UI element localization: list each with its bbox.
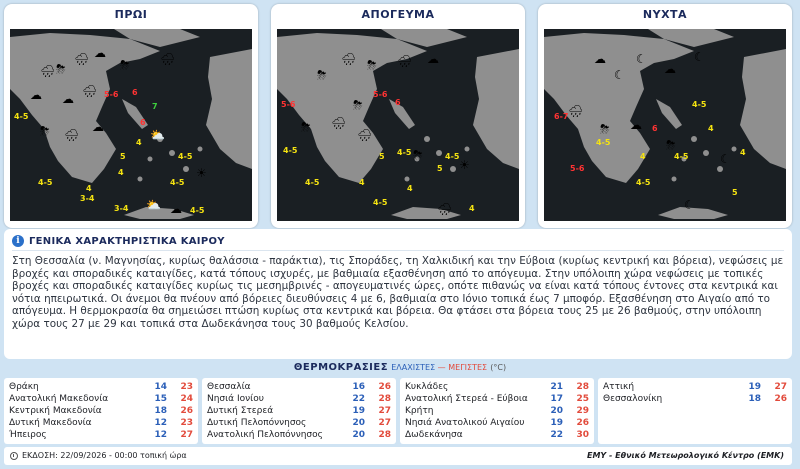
max-temp: 25 [576, 394, 589, 404]
panel-title-afternoon: ΑΠΟΓΕΥΜΑ [361, 8, 435, 21]
min-temp: 17 [550, 394, 563, 404]
table-row [405, 417, 589, 429]
map-label: 4 [469, 204, 475, 213]
legend-min: ΕΛΑΧΙΣΤΕΣ [391, 363, 436, 372]
min-temp: 18 [748, 394, 761, 404]
map-label: 4-5 [14, 112, 29, 121]
region-name: Δωδεκάνησα [405, 430, 463, 440]
temps-column-3 [400, 378, 594, 444]
map-label: 4-5 [692, 100, 707, 109]
map-label: 5 [732, 188, 738, 197]
temps-column-2 [202, 378, 396, 444]
map-label: 3-4 [114, 204, 129, 213]
region-name: Κρήτη [405, 406, 434, 416]
map-label: 3-4 [80, 194, 95, 203]
min-temp: 19 [550, 418, 563, 428]
region-name: Δυτική Πελοπόννησος [207, 418, 307, 428]
region-name: Θεσσαλονίκη [603, 394, 663, 404]
min-temp: 12 [154, 418, 167, 428]
map-label: 5 [437, 164, 443, 173]
region-name: Ανατολική Πελοπόννησος [207, 430, 323, 440]
temperatures-title: ΘΕΡΜΟΚΡΑΣΙΕΣ [293, 362, 389, 373]
region-name: Ανατολική Στερεά - Εύβοια [405, 394, 528, 404]
table-row [9, 405, 193, 417]
max-temp: 29 [576, 406, 589, 416]
map-label: 6 [140, 118, 146, 127]
map-label: 5-6 [570, 164, 585, 173]
region-name: Ήπειρος [9, 430, 47, 440]
region-name: Νησιά Ανατολικού Αιγαίου [405, 418, 525, 428]
min-temp: 18 [154, 406, 167, 416]
map-label: 5-6 [373, 90, 388, 99]
max-temp: 30 [576, 430, 589, 440]
region-name: Κεντρική Μακεδονία [9, 406, 102, 416]
max-temp: 27 [378, 418, 391, 428]
panel-title-morning: ΠΡΩΙ [114, 8, 148, 21]
max-temp: 26 [774, 394, 787, 404]
table-row [9, 429, 193, 441]
temperatures-header [0, 362, 800, 376]
region-name: Θεσσαλία [207, 382, 251, 392]
source-credit: ΕΜΥ - Εθνικό Μετεωρολογικό Κέντρο (ΕΜΚ) [587, 451, 784, 460]
min-temp: 14 [154, 382, 167, 392]
max-temp: 23 [180, 382, 193, 392]
min-temp: 16 [352, 382, 365, 392]
table-row [9, 393, 193, 405]
map-label: 4-5 [38, 178, 53, 187]
map-label: 5 [379, 152, 385, 161]
legend-unit: (°C) [490, 363, 507, 372]
map-label: 6-7 [554, 112, 569, 121]
map-label: 4 [740, 148, 746, 157]
map-label: 4-5 [445, 152, 460, 161]
map-label: 6 [395, 98, 401, 107]
temps-column-4 [598, 378, 792, 444]
min-temp: 21 [550, 382, 563, 392]
map-panel-morning [4, 4, 258, 228]
legend-max: ΜΕΓΙΣΤΕΣ [448, 363, 488, 372]
map-label: 4-5 [373, 198, 388, 207]
map-label: 5-6 [104, 90, 119, 99]
map-label: 4 [407, 184, 413, 193]
table-row [207, 405, 391, 417]
forecast-map-night: ☁ ☾ ☾ ☁ ☾ 🌧 ⛈ ☁ ⛈ ☾ ☾ 6-7 5-6 6 4-5 4-5 4-5 4-5 4 4 4 5 [544, 29, 786, 221]
map-label: 7 [152, 102, 158, 111]
max-temp: 28 [576, 382, 589, 392]
min-temp: 20 [352, 418, 365, 428]
map-label: 4-5 [636, 178, 651, 187]
min-temp: 22 [550, 430, 563, 440]
region-name: Αττική [603, 382, 635, 392]
table-row [405, 429, 589, 441]
table-row [9, 417, 193, 429]
map-panel-night [538, 4, 792, 228]
map-label: 4 [708, 124, 714, 133]
table-row [405, 393, 589, 405]
max-temp: 27 [378, 406, 391, 416]
max-temp: 27 [774, 382, 787, 392]
map-label: 4-5 [397, 148, 412, 157]
min-temp: 19 [748, 382, 761, 392]
issue-date: ΕΚΔΟΣΗ: 22/09/2026 - 00:00 τοπική ώρα [22, 451, 187, 460]
min-temp: 22 [352, 394, 365, 404]
map-label: 4-5 [178, 152, 193, 161]
table-row [405, 381, 589, 393]
temps-column-1 [4, 378, 198, 444]
region-name: Θράκη [9, 382, 39, 392]
max-temp: 26 [378, 382, 391, 392]
map-label: 4 [118, 168, 124, 177]
map-label: 4-5 [283, 146, 298, 155]
summary-header [12, 234, 225, 248]
footer [4, 447, 792, 465]
forecast-map-afternoon: ⛈ 🌧 ⛈ 🌧 ☁ ⛈ 🌧 ⛈ 🌧 ⛈ ☀ 🌧 5-6 5-6 6 4-5 4-5 5 4-5 5 4-5 4 4-5 4 4 [277, 29, 519, 221]
summary-title: ΓΕΝΙΚΑ ΧΑΡΑΚΤΗΡΙΣΤΙΚΑ ΚΑΙΡΟΥ [29, 235, 225, 247]
table-row [207, 429, 391, 441]
map-panel-afternoon [271, 4, 525, 228]
table-row [207, 417, 391, 429]
panel-title-night: ΝΥΧΤΑ [642, 8, 688, 21]
map-label: 4-5 [596, 138, 611, 147]
max-temp: 28 [378, 430, 391, 440]
table-row [603, 393, 787, 405]
table-row [207, 381, 391, 393]
max-temp: 27 [180, 430, 193, 440]
region-name: Νησιά Ιονίου [207, 394, 264, 404]
weather-summary-card [4, 229, 792, 359]
region-name: Ανατολική Μακεδονία [9, 394, 109, 404]
map-label: 4-5 [305, 178, 320, 187]
min-temp: 20 [352, 430, 365, 440]
map-label: 5 [120, 152, 126, 161]
region-name: Δυτική Μακεδονία [9, 418, 92, 428]
map-label: 4 [640, 152, 646, 161]
map-label: 4 [136, 138, 142, 147]
map-label: 4 [86, 184, 92, 193]
region-name: Κυκλάδες [405, 382, 449, 392]
summary-text: Στη Θεσσαλία (ν. Μαγνησίας, κυρίως θαλάσσια - παράκτια), τις Σποράδες, τη Χαλκιδική και την Εύβοια (κυρίως κεντρική και βόρεια), νεφώσεις με βροχές και σποραδικές καταιγίδες, κατά τόπους ισχυρές, με βαθμιαία εξασθένηση από το απόγευμα. Στην υπόλοιπη χώρα νεφώσεις με τοπικές βροχές και σποραδικές καταιγίδες κυρίως τις μεσημβρινές - απογευματινές ώρες, οπότε πιθανώς να είναι κατά τόπους έντονες στα κεντρικά και νότια ηπειρωτικά. Οι άνεμοι θα πνέουν από βόρειες διευθύνσεις 4 με 6, βαθμιαία στο Ιόνιο τοπικά έως 7 μποφόρ. Εξασθένηση στο Αιγαίο από το απόγευμα. Η θερμοκρασία θα σημειώσει πτώση κυρίως στα κεντρικά και βόρεια. Θα φτάσει στα βόρεια τους 25 με 26 βαθμούς, στην υπόλοιπη χώρα τους 27 με 29 και τοπικά στα Δωδεκάνησα τους 30 βαθμούς Κελσίου. [12, 255, 784, 330]
max-temp: 26 [180, 406, 193, 416]
map-label: 6 [652, 124, 658, 133]
max-temp: 23 [180, 418, 193, 428]
map-label: 6 [132, 88, 138, 97]
min-temp: 19 [352, 406, 365, 416]
table-row [9, 381, 193, 393]
divider [12, 250, 784, 251]
max-temp: 24 [180, 394, 193, 404]
map-label: 4 [359, 178, 365, 187]
max-temp: 28 [378, 394, 391, 404]
map-label: 4-5 [674, 152, 689, 161]
clock-icon [10, 452, 18, 460]
region-name: Δυτική Στερεά [207, 406, 274, 416]
min-temp: 12 [154, 430, 167, 440]
forecast-map-morning: ☁ 🌧 ⛈ 🌧 ☁ ⛈ 🌧 ☁ 🌧 ⛈ 🌧 ☁ ⛅ ☀ ⛅ ☁ 4-5 5-6 6 7 6 4 4-5 5 4 4-5 4 3-4 3-4 4-5 4-5 [10, 29, 252, 221]
table-row [207, 393, 391, 405]
info-icon: i [12, 235, 24, 247]
max-temp: 26 [576, 418, 589, 428]
legend-separator: — [435, 363, 449, 372]
map-label: 4-5 [170, 178, 185, 187]
table-row [603, 381, 787, 393]
min-temp: 15 [154, 394, 167, 404]
map-label: 5-6 [281, 100, 296, 109]
issue-info [10, 447, 187, 465]
map-label: 4-5 [190, 206, 205, 215]
table-row [405, 405, 589, 417]
min-temp: 20 [550, 406, 563, 416]
